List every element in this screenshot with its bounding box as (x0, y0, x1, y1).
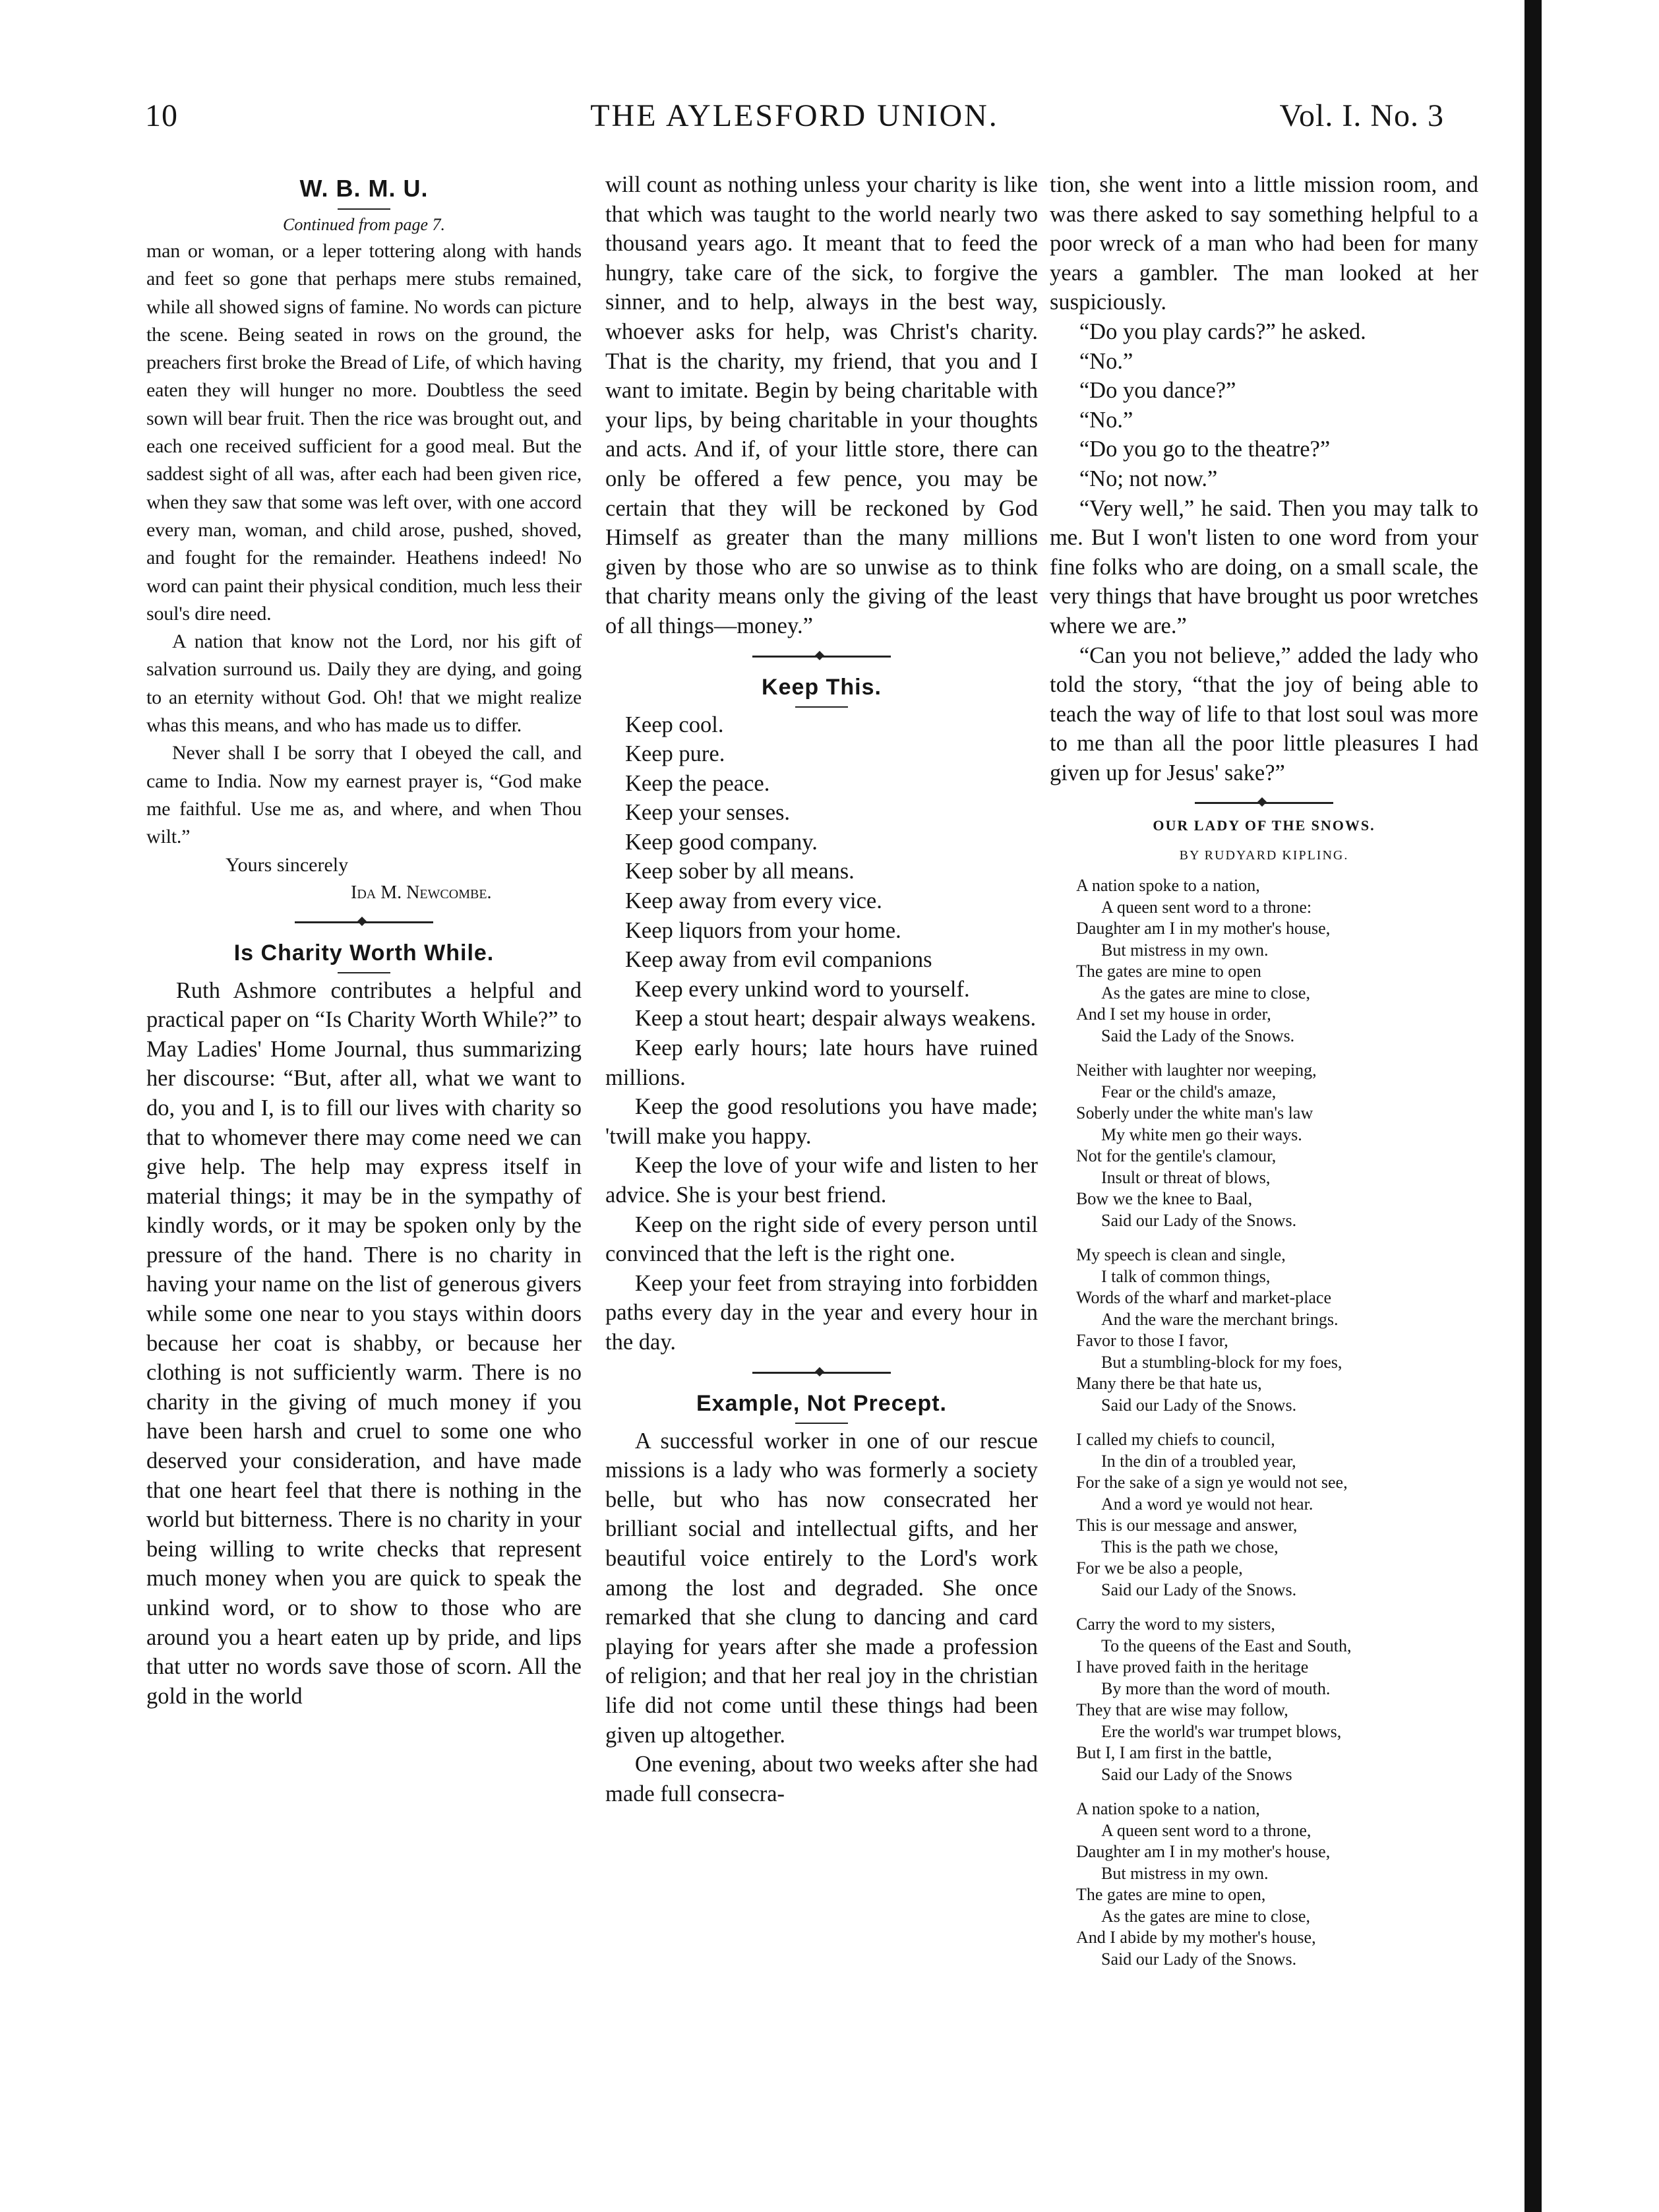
poem-line: As the gates are mine to close, (1101, 1906, 1310, 1926)
keep-item: Keep away from evil companions (625, 947, 932, 973)
keep-paragraph: Keep every unkind word to yourself. (634, 976, 970, 1002)
poem-line: Neither with laughter nor weeping, (1076, 1060, 1317, 1080)
dialogue-line: “No.” (1079, 348, 1133, 374)
poem-line: And a word ye would not hear. (1101, 1494, 1313, 1514)
keep-item: Keep sober by all means. (625, 859, 855, 884)
continued-note: Continued from page 7. (282, 215, 446, 234)
wbmu-heading: W. B. M. U. (299, 175, 429, 202)
column-3 (1050, 170, 1478, 1983)
poem-line: Carry the word to my sisters, (1076, 1614, 1275, 1634)
poem-line: Favor to those I favor, (1076, 1331, 1228, 1351)
poem-line: Soberly under the white man's law (1076, 1103, 1313, 1123)
poem-line: I called my chiefs to council, (1076, 1430, 1275, 1450)
charity-paragraph-1-continued: will count as nothing unless your charity is like that which was taught to the world nearly two thousand years ago. It meant that to feed the hungry, take care of the sick, to forgive the sinner, and to help, always in the best way, whoever asks for help, was Christ's charity. That is the charity, my friend, that you and I want to imitate. Begin by being charitable with your lips, by being charitable in your thoughts and acts. And if, of your little store, there can only be offered a few pence, you may be certain that they will be reckoned by God Himself as greater than the many millions given by those who are so unwise as to think that charity means only the giving of the least of all things—money.” (605, 172, 1038, 638)
poem-line: Said our Lady of the Snows. (1101, 1210, 1297, 1230)
poem-line: And the ware the merchant brings. (1101, 1309, 1339, 1329)
poem-line: And I set my house in order, (1076, 1004, 1271, 1024)
keep-item: Keep away from every vice. (625, 888, 882, 914)
poem-line: But mistress in my own. (1101, 1863, 1269, 1883)
poem-line: But I, I am first in the battle, (1076, 1743, 1272, 1763)
page-header (145, 98, 1444, 137)
poem-body (1050, 875, 1478, 1970)
poem-line: Said the Lady of the Snows. (1101, 1026, 1295, 1045)
keep-item: Keep the peace. (625, 770, 770, 796)
heading-rule (338, 208, 390, 210)
keep-item: Keep liquors from your home. (625, 917, 901, 943)
dialogue-line: “Do you dance?” (1079, 378, 1236, 404)
poem-line: My white men go their ways. (1101, 1124, 1302, 1144)
keep-paragraph: Keep the good resolutions you have made; 'twill make you happy. (605, 1094, 1038, 1149)
volume-number: Vol. I. No. 3 (1279, 98, 1444, 133)
keep-paragraph: Keep your feet from straying into forbidden paths every day in the year and every hour in the day. (605, 1270, 1038, 1355)
poem-line: This is our message and answer, (1076, 1516, 1298, 1535)
dialogue-line: “No; not now.” (1079, 466, 1218, 491)
example-paragraph-3: “Very well,” he said. Then you may talk to me. But I won't listen to one word from your fine folks who are doing, on a small scale, the very things that have brought us poor wretches where we are.” (1050, 495, 1478, 638)
keep-item: Keep good company. (625, 829, 818, 855)
poem-line: A nation spoke to a nation, (1076, 876, 1260, 896)
poem-line: I have proved faith in the heritage (1076, 1657, 1309, 1677)
column-1 (146, 170, 582, 1711)
keep-this-heading: Keep This. (762, 674, 882, 700)
poem-stanza (1076, 1614, 1478, 1785)
poem-line: This is the path we chose, (1101, 1537, 1279, 1556)
poem-stanza (1076, 1244, 1478, 1416)
poem-line: A nation spoke to a nation, (1076, 1799, 1260, 1819)
signature: Ida M. Newcombe. (351, 882, 492, 903)
poem-line: The gates are mine to open, (1076, 1885, 1266, 1905)
poem-line: And I abide by my mother's house, (1076, 1928, 1316, 1948)
keep-paragraph: Keep a stout heart; despair always weakens. (634, 1006, 1037, 1031)
poem-line: As the gates are mine to close, (1101, 983, 1310, 1002)
section-separator (752, 656, 891, 658)
masthead-title: THE AYLESFORD UNION. (590, 98, 999, 133)
poem-line: Said our Lady of the Snows. (1101, 1580, 1297, 1599)
wbmu-paragraph-3: Never shall I be sorry that I obeyed the call, and came to India. Now my earnest prayer is, “God make me faithful. Use me as, and where, and when Thou wilt.” (146, 742, 582, 848)
keep-this-list (605, 710, 1038, 975)
poem-line: But mistress in my own. (1101, 940, 1269, 960)
poem-line: The gates are mine to open (1076, 962, 1261, 981)
keep-paragraph: Keep the love of your wife and listen to her advice. She is your best friend. (605, 1153, 1038, 1208)
example-paragraph-1: A successful worker in one of our rescue missions is a lady who was formerly a society belle, but who has now consecrated her brilliant social and intellectual gifts, and her beautiful voice entirely to the Lord's work among the lost and degraded. She once remarked that she clung to dancing and card playing for years after she made a profession of religion; and that her real joy in the christian life did not come until these things had been given up altogether. (605, 1428, 1038, 1748)
section-separator (752, 1372, 891, 1374)
example-heading: Example, Not Precept. (696, 1390, 947, 1416)
poem-line: But a stumbling-block for my foes, (1101, 1352, 1342, 1372)
poem-byline: BY RUDYARD KIPLING. (1179, 848, 1349, 863)
poem-line: To the queens of the East and South, (1101, 1636, 1352, 1655)
poem-stanza (1076, 1429, 1478, 1601)
heading-rule (795, 706, 848, 708)
example-paragraph-2: One evening, about two weeks after she had made full consecra- (605, 1752, 1038, 1806)
keep-item: Keep cool. (625, 712, 724, 737)
example-paragraph-2-continued: tion, she went into a little mission room, and was there asked to say something helpful to a poor wreck of a man who had been for many years a gambler. The man looked at her suspiciously. (1050, 172, 1478, 315)
wbmu-paragraph-1: man or woman, or a leper tottering along with hands and feet so gone that perhaps mere stubs remained, while all showed signs of famine. No words can picture the scene. Being seated in rows on the ground, the preachers first broke the Bread of Life, of which having eaten they will hunger no more. Doubtless the seed sown will bear fruit. Then the rice was brought out, and each one received sufficient for a good meal. But the saddest sight of all was, after each had been given rice, when they saw that some was left over, with one accord every man, woman, and child arose, pushed, shoved, and fought for the remainder. Heathens indeed! No word can paint their physical condition, much less their soul's dire need. (146, 240, 582, 625)
poem-line: Daughter am I in my mother's house, (1076, 919, 1331, 938)
poem-line: A queen sent word to a throne, (1101, 1820, 1312, 1840)
poem-line: Many there be that hate us, (1076, 1374, 1262, 1394)
poem-line: Daughter am I in my mother's house, (1076, 1842, 1331, 1862)
poem-line: For the sake of a sign ye would not see, (1076, 1473, 1348, 1492)
charity-paragraph-1: Ruth Ashmore contributes a helpful and practical paper on “Is Charity Worth While?” to May Ladies' Home Journal, thus summarizing her discourse: “But, after all, what we want to do, you and I, is to fill our lives with charity so that to whomever there may come need we can give help. The help may express itself in material things; it may be in the sympathy of kindly words, or it may be spoken only by the pressure of the hand. There is no charity in having your name on the list of generous givers while some one near to you stays within doors because her coat is shabby, or because her clothing is not sufficiently warm. There is no charity in the giving of much money if you have been harsh and cruel to some one who deserved your consideration, and have made that one heart feel that there is nothing in the world but bitterness. There is no charity in your being willing to write checks that represent much money when you are quick to speak the unkind word, or to show to those who are around you a heart eaten up by pride, and lips that utter no words save those of scorn. All the gold in the world (146, 977, 582, 1709)
column-2 (605, 170, 1038, 1808)
poem-line: Said our Lady of the Snows. (1101, 1395, 1297, 1415)
keep-item: Keep pure. (625, 741, 725, 767)
poem-line: Said our Lady of the Snows (1101, 1764, 1292, 1784)
poem-line: For we be also a people, (1076, 1558, 1243, 1578)
wbmu-paragraph-2: A nation that know not the Lord, nor his gift of salvation surround us. Daily they are dying, and going to an eternity without God. Oh! that we might realize whas this means, and who has made us to differ. (146, 630, 582, 737)
sign-off: Yours sincerely (226, 853, 349, 876)
poem-line: Fear or the child's amaze, (1101, 1082, 1277, 1101)
poem-line: Insult or threat of blows, (1101, 1167, 1271, 1187)
keep-paragraph: Keep on the right side of every person until convinced that the left is the right one. (605, 1212, 1038, 1267)
poem-line: By more than the word of mouth. (1101, 1678, 1331, 1698)
section-separator (295, 921, 433, 923)
poem-line: They that are wise may follow, (1076, 1700, 1288, 1720)
keep-paragraph: Keep early hours; late hours have ruined millions. (605, 1035, 1038, 1090)
poem-line: Ere the world's war trumpet blows, (1101, 1721, 1342, 1741)
poem-line: My speech is clean and single, (1076, 1245, 1286, 1265)
heading-rule (795, 1423, 848, 1424)
poem-stanza (1076, 1060, 1478, 1231)
heading-rule (338, 972, 390, 973)
example-paragraph-4: “Can you not believe,” added the lady who told the story, “that the joy of being able to teach the way of life to that lost soul was more to me than all the poor little pleasures I had given up for Jesus' sake?” (1050, 642, 1478, 785)
poem-line: Bow we the knee to Baal, (1076, 1189, 1253, 1209)
dialogue-line: “Do you go to the theatre?” (1079, 437, 1331, 462)
poem-line: Said our Lady of the Snows. (1101, 1949, 1297, 1969)
poem-stanza (1076, 1798, 1478, 1970)
page-edge-shadow (1524, 0, 1542, 2212)
poem-line: I talk of common things, (1101, 1266, 1271, 1286)
dialogue-line: “No.” (1079, 407, 1133, 433)
page-number: 10 (145, 98, 178, 133)
poem-line: Words of the wharf and market-place (1076, 1288, 1332, 1308)
poem-title: OUR LADY OF THE SNOWS. (1153, 817, 1375, 834)
keep-item: Keep your senses. (625, 800, 791, 826)
dialogue-line: “Do you play cards?” he asked. (1079, 319, 1366, 344)
poem-line: In the din of a troubled year, (1101, 1451, 1296, 1471)
section-separator (1195, 802, 1333, 804)
poem-line: Not for the gentile's clamour, (1076, 1146, 1277, 1166)
charity-heading: Is Charity Worth While. (233, 940, 495, 966)
poem-line: A queen sent word to a throne: (1101, 897, 1312, 917)
poem-stanza (1076, 875, 1478, 1047)
